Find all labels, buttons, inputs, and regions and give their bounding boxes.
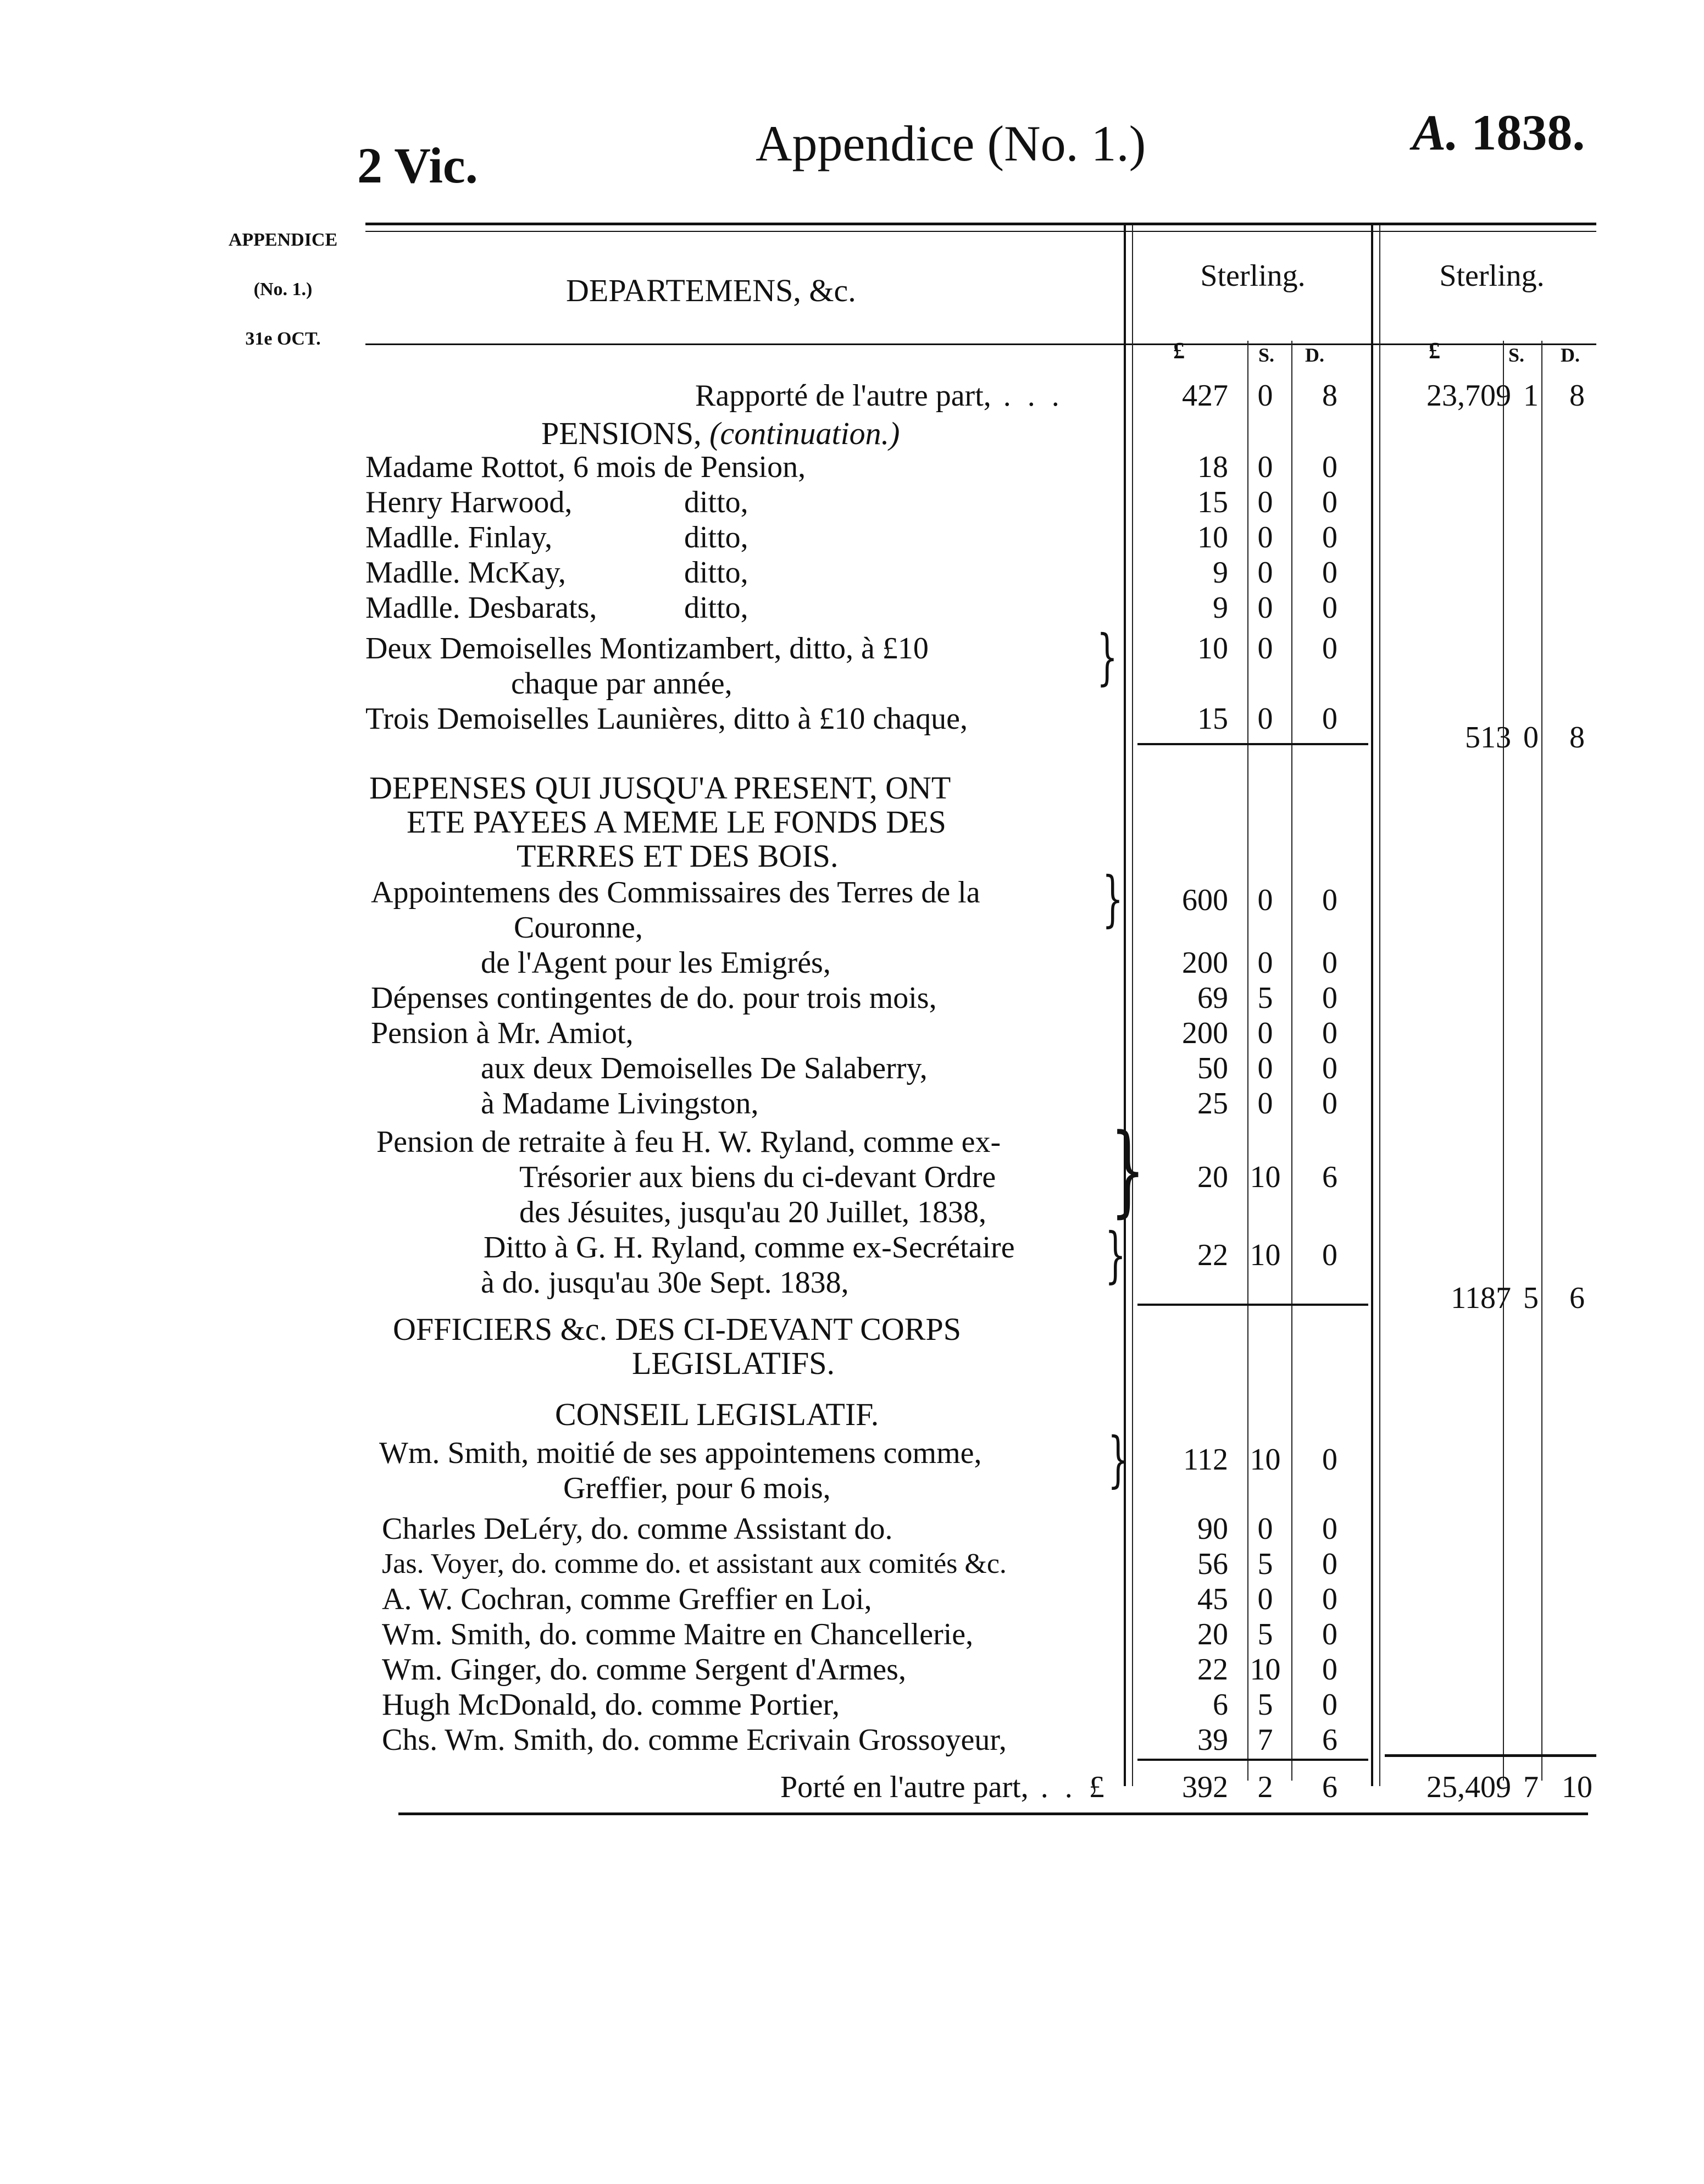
amount-pounds: 20 (1197, 1617, 1228, 1651)
table-row (0, 1016, 1704, 1051)
total-pence: 6 (1569, 1281, 1585, 1315)
side-note (209, 231, 357, 379)
row-label: Hugh McDonald, do. comme Portier, (382, 1688, 840, 1722)
section-heading-depenses: DEPENSES QUI JUSQU'A PRESENT, ONT (369, 770, 951, 806)
amount-pounds: 9 (1213, 556, 1228, 590)
subtotal-row (0, 720, 1704, 755)
row-label: Couronne, (514, 911, 643, 945)
unit-pence: D. (1561, 344, 1580, 366)
amount-pounds: 22 (1197, 1653, 1228, 1687)
amount-shillings: 0 (1257, 556, 1273, 590)
unit-pence: D. (1305, 344, 1324, 366)
table-row (0, 450, 1704, 485)
row-label: Madlle. Desbarats, (365, 591, 597, 625)
section-heading-depenses: ETE PAYEES A MEME LE FONDS DES (407, 804, 946, 840)
side-note-line: 31e OCT. (245, 329, 321, 349)
total-shillings: 0 (1523, 720, 1539, 755)
amount-pence: 0 (1322, 591, 1337, 625)
row-label: Appointemens des Commissaires des Terres de la (371, 875, 980, 910)
total-pence: 10 (1562, 1770, 1592, 1804)
row-label: Trois Demoiselles Launières, ditto à £10 chaque, (365, 702, 968, 736)
brace-glyph: } (1110, 1113, 1145, 1228)
row-label: Henry Harwood, (365, 485, 573, 519)
brace-glyph: } (1104, 1220, 1126, 1290)
amount-pence: 0 (1322, 702, 1337, 736)
brace-glyph: } (1107, 1424, 1129, 1494)
row-label: Wm. Ginger, do. comme Sergent d'Armes, (382, 1653, 906, 1687)
table-row (0, 555, 1704, 590)
amount-pounds: 10 (1197, 520, 1228, 555)
amount-pence: 0 (1322, 520, 1337, 555)
row-label: Jas. Voyer, do. comme do. et assistant aux comités &c. (382, 1548, 1007, 1579)
carried-forward-row (0, 378, 1704, 413)
total-shillings: 7 (1523, 1770, 1539, 1804)
total-pounds: 23,709 (1427, 379, 1511, 413)
row-label: Charles DeLéry, do. comme Assistant do. (382, 1512, 893, 1546)
side-note-line: (No. 1.) (253, 279, 313, 300)
row-label: Pension de retraite à feu H. W. Ryland, comme ex- (376, 1125, 1001, 1159)
table-row-continuation (0, 1471, 1704, 1506)
running-head (0, 104, 1704, 195)
table-row (0, 1546, 1704, 1582)
row-ditto: ditto, (684, 485, 748, 519)
amount-shillings: 7 (1257, 1723, 1273, 1757)
amount-shillings: 0 (1257, 883, 1273, 917)
amount-shillings: 5 (1257, 1617, 1273, 1651)
amount-pounds: 9 (1213, 591, 1228, 625)
amount-pence: 0 (1322, 1582, 1337, 1616)
section-heading-depenses: TERRES ET DES BOIS. (517, 838, 839, 874)
amount-pence: 0 (1322, 1653, 1337, 1687)
amount-shillings: 0 (1257, 1016, 1273, 1050)
amount-pence: 0 (1322, 1617, 1337, 1651)
table-row (0, 1124, 1704, 1160)
carried-out-row (0, 1770, 1704, 1805)
brace-glyph: } (1096, 622, 1118, 692)
amount-shillings: 0 (1257, 1051, 1273, 1085)
amount-pence: 0 (1322, 1512, 1337, 1546)
row-label: Trésorier aux biens du ci-devant Ordre (519, 1160, 996, 1194)
table-title: DEPARTEMENS, &c. (566, 273, 856, 308)
amount-shillings: 0 (1257, 702, 1273, 736)
amount-pence: 0 (1322, 883, 1337, 917)
row-label: Madlle. Finlay, (365, 520, 553, 555)
amount-shillings: 0 (1257, 379, 1273, 413)
year-prefix: A. (1412, 104, 1459, 160)
row-label: A. W. Cochran, comme Greffier en Loi, (382, 1582, 872, 1616)
amount-pounds: 69 (1197, 981, 1228, 1015)
row-label: Madlle. McKay, (365, 556, 566, 590)
amount-shillings: 0 (1257, 591, 1273, 625)
amount-pounds: 25 (1197, 1087, 1228, 1121)
header-bottom-rule (365, 343, 1596, 345)
amount-shillings: 0 (1257, 631, 1273, 666)
carried-forward-label: Rapporté de l'autre part, . . . (695, 379, 1064, 413)
table-row (0, 1652, 1704, 1687)
amount-pence: 8 (1322, 379, 1337, 413)
amount-pounds: 45 (1197, 1582, 1228, 1616)
table-row (0, 980, 1704, 1016)
amount-shillings: 10 (1250, 1443, 1281, 1477)
unit-pound: £ (1173, 339, 1185, 364)
table-row (0, 945, 1704, 980)
total-pence: 8 (1569, 379, 1585, 413)
amount-shillings: 0 (1257, 1582, 1273, 1616)
amount-pounds: 112 (1183, 1443, 1228, 1477)
amount-pounds: 20 (1197, 1160, 1228, 1194)
table-row (0, 1582, 1704, 1617)
table-row (0, 1687, 1704, 1722)
amount-shillings: 5 (1257, 981, 1273, 1015)
table-row (0, 1230, 1704, 1272)
amount-pence: 6 (1322, 1160, 1337, 1194)
amount-pounds: 392 (1182, 1770, 1228, 1804)
amount-shillings: 10 (1250, 1160, 1281, 1194)
amount-pounds: 15 (1197, 702, 1228, 736)
amount-pounds: 600 (1182, 883, 1228, 917)
table-row (0, 1511, 1704, 1546)
row-label: Pension à Mr. Amiot, (371, 1016, 634, 1050)
amount-shillings: 5 (1257, 1688, 1273, 1722)
section-heading-officiers: LEGISLATIFS. (632, 1345, 835, 1381)
amount-pence: 6 (1322, 1723, 1337, 1757)
amount-pounds: 18 (1197, 450, 1228, 484)
total-pence: 8 (1569, 720, 1585, 755)
amount-pence: 0 (1322, 1087, 1337, 1121)
table-row (0, 1617, 1704, 1652)
amount-shillings: 0 (1257, 1087, 1273, 1121)
amount-shillings: 5 (1257, 1547, 1273, 1581)
row-label: à do. jusqu'au 30e Sept. 1838, (481, 1266, 849, 1300)
row-label: aux deux Demoiselles De Salaberry, (481, 1051, 928, 1085)
table-row (0, 1722, 1704, 1758)
total-pounds: 513 (1465, 720, 1511, 755)
amount-pence: 0 (1322, 981, 1337, 1015)
amount-pence: 0 (1322, 946, 1337, 980)
row-label: Chs. Wm. Smith, do. comme Ecrivain Grossoyeur, (382, 1723, 1007, 1757)
subtotal-rule (1137, 1759, 1368, 1761)
amount-shillings: 0 (1257, 520, 1273, 555)
amount-pence: 0 (1322, 485, 1337, 519)
row-label: Wm. Smith, do. comme Maitre en Chancellerie, (382, 1617, 974, 1651)
unit-shilling: S. (1508, 344, 1525, 366)
bottom-rule (398, 1812, 1588, 1815)
amount-pounds: 427 (1182, 379, 1228, 413)
carried-out-label: Porté en l'autre part, . . £ (780, 1770, 1104, 1804)
row-label: Greffier, pour 6 mois, (563, 1471, 831, 1505)
year-value: 1838. (1471, 104, 1585, 160)
amount-pounds: 200 (1182, 946, 1228, 980)
amount-pounds: 200 (1182, 1016, 1228, 1050)
row-label: des Jésuites, jusqu'au 20 Juillet, 1838, (519, 1195, 987, 1229)
table-row-continuation (0, 666, 1704, 701)
total-shillings: 1 (1523, 379, 1539, 413)
brace-glyph: } (1102, 863, 1124, 934)
year-label (1412, 104, 1585, 160)
row-label: chaque par année, (511, 667, 732, 701)
table-row (0, 1086, 1704, 1121)
table-row (0, 1435, 1704, 1477)
amount-pounds: 6 (1213, 1688, 1228, 1722)
unit-pound: £ (1429, 339, 1440, 364)
table-row-continuation (0, 1160, 1704, 1195)
amount-pence: 6 (1322, 1770, 1337, 1804)
amount-pounds: 50 (1197, 1051, 1228, 1085)
amount-pounds: 22 (1197, 1238, 1228, 1272)
amount-pence: 0 (1322, 631, 1337, 666)
amount-pence: 0 (1322, 1238, 1337, 1272)
row-label: Madame Rottot, 6 mois de Pension, (365, 450, 806, 484)
amount-pounds: 10 (1197, 631, 1228, 666)
session-label: 2 Vic. (357, 137, 478, 193)
amount-pence: 0 (1322, 556, 1337, 590)
table-row-continuation (0, 910, 1704, 945)
table-row-continuation (0, 1195, 1704, 1230)
table-row (0, 485, 1704, 520)
row-label: Ditto à G. H. Ryland, comme ex-Secrétaire (484, 1230, 1015, 1265)
side-note-line: APPENDICE (228, 230, 338, 250)
subtotal-rule (1385, 1754, 1596, 1757)
table-row (0, 520, 1704, 555)
unit-shilling: S. (1258, 344, 1275, 366)
amount-pence: 0 (1322, 1443, 1337, 1477)
top-rule-thin (365, 231, 1596, 232)
table-row (0, 875, 1704, 917)
top-rule-thick (365, 223, 1596, 225)
amount-shillings: 10 (1250, 1238, 1281, 1272)
table-row (0, 631, 1704, 666)
total-shillings: 5 (1523, 1281, 1539, 1315)
row-label: Deux Demoiselles Montizambert, ditto, à £10 (365, 631, 929, 666)
amount-pounds: 90 (1197, 1512, 1228, 1546)
section-heading-pensions: PENSIONS, (continuation.) (541, 415, 900, 451)
amount-pence: 0 (1322, 1016, 1337, 1050)
amount-pence: 0 (1322, 1688, 1337, 1722)
amount-shillings: 10 (1250, 1653, 1281, 1687)
page-title: Appendice (No. 1.) (756, 115, 1146, 171)
amount-pence: 0 (1322, 450, 1337, 484)
amount-pounds: 56 (1197, 1547, 1228, 1581)
section-heading-officiers: OFFICIERS &c. DES CI-DEVANT CORPS (393, 1311, 961, 1347)
amount-pounds: 39 (1197, 1723, 1228, 1757)
total-pounds: 1187 (1451, 1281, 1511, 1315)
row-ditto: ditto, (684, 591, 748, 625)
row-label: Wm. Smith, moitié de ses appointemens comme, (379, 1436, 982, 1470)
row-ditto: ditto, (684, 556, 748, 590)
total-pounds: 25,409 (1427, 1770, 1511, 1804)
column-group-title: Sterling. (1439, 259, 1545, 293)
section-heading-conseil: CONSEIL LEGISLATIF. (555, 1396, 879, 1432)
row-label: de l'Agent pour les Emigrés, (481, 946, 831, 980)
table-row (0, 590, 1704, 625)
table-row (0, 1051, 1704, 1086)
row-label: Dépenses contingentes de do. pour trois mois, (371, 981, 937, 1015)
amount-shillings: 0 (1257, 1512, 1273, 1546)
row-ditto: ditto, (684, 520, 748, 555)
amount-shillings: 0 (1257, 485, 1273, 519)
amount-shillings: 2 (1257, 1770, 1273, 1804)
column-group-title: Sterling. (1200, 259, 1306, 293)
amount-pence: 0 (1322, 1547, 1337, 1581)
row-label: à Madame Livingston, (481, 1087, 759, 1121)
amount-shillings: 0 (1257, 946, 1273, 980)
amount-pence: 0 (1322, 1051, 1337, 1085)
amount-shillings: 0 (1257, 450, 1273, 484)
amount-pounds: 15 (1197, 485, 1228, 519)
